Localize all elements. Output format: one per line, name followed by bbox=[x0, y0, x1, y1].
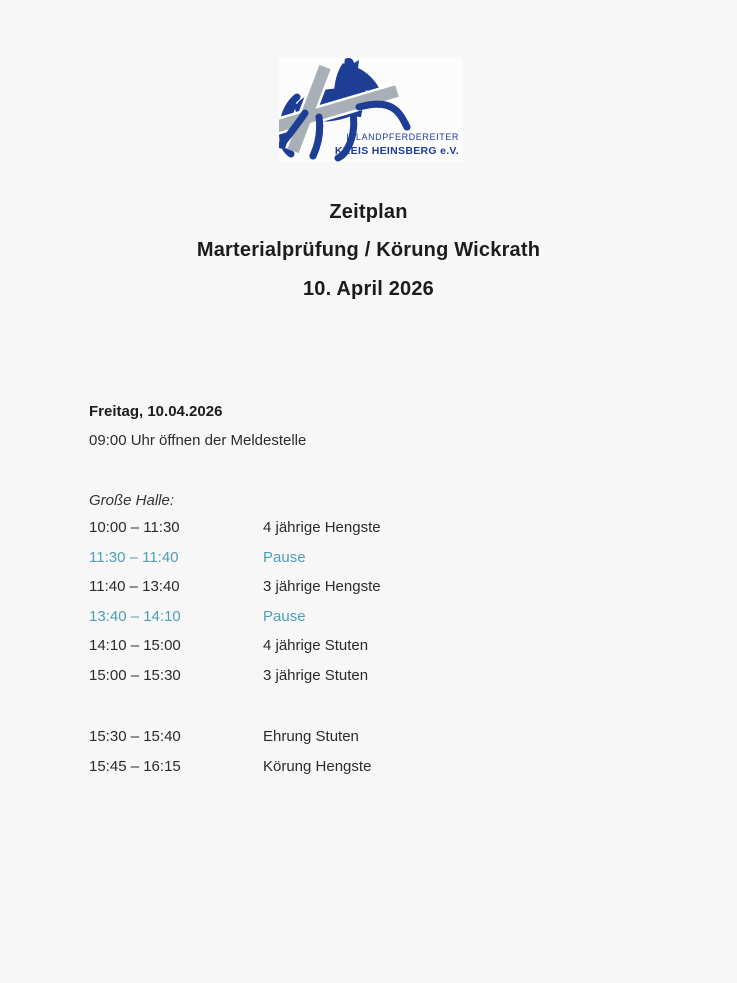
document-subtitle: Marterialprüfung / Körung Wickrath bbox=[196, 239, 541, 261]
logo-org-subname: KREIS HEINSBERG e.V. bbox=[334, 145, 459, 157]
schedule-time: 15:45 – 16:15 bbox=[89, 757, 181, 775]
schedule-time: 10:00 – 11:30 bbox=[89, 519, 180, 536]
schedule-activity: 4 jährige Stuten bbox=[263, 637, 369, 655]
schedule-activity: 4 jährige Hengste bbox=[263, 519, 381, 536]
schedule-activity: 3 jährige Stuten bbox=[263, 666, 369, 684]
schedule-activity: Körung Hengste bbox=[263, 757, 372, 775]
schedule-activity: Ehrung Stuten bbox=[263, 728, 359, 745]
schedule-activity: 3 jährige Hengste bbox=[263, 578, 381, 596]
logo-org-name: ISLANDPFERDEREITER bbox=[346, 132, 459, 142]
schedule-row-pause bbox=[89, 549, 381, 579]
schedule-time: 11:30 – 11:40 bbox=[89, 548, 179, 566]
schedule-activity: Pause bbox=[263, 607, 306, 625]
schedule-time: 15:30 – 15:40 bbox=[89, 728, 181, 745]
schedule-time: 15:00 – 15:30 bbox=[89, 666, 181, 684]
club-logo bbox=[279, 57, 463, 162]
registration-note: 09:00 Uhr öffnen der Meldestelle bbox=[89, 432, 307, 449]
document-title: Zeitplan bbox=[329, 201, 408, 223]
schedule-row-pause bbox=[89, 608, 381, 638]
schedule-time: 13:40 – 14:10 bbox=[89, 607, 181, 625]
schedule-time: 11:40 – 13:40 bbox=[89, 578, 180, 596]
schedule-row bbox=[89, 667, 381, 697]
hall-section-label: Große Halle: bbox=[89, 492, 175, 509]
schedule-closing-rows bbox=[89, 728, 371, 787]
schedule-row bbox=[89, 637, 381, 667]
schedule-row bbox=[89, 728, 371, 758]
schedule-row bbox=[89, 578, 381, 608]
schedule-row bbox=[89, 519, 381, 549]
document-date: 10. April 2026 bbox=[302, 278, 435, 300]
day-heading: Freitag, 10.04.2026 bbox=[89, 403, 223, 420]
schedule-activity: Pause bbox=[263, 548, 306, 566]
schedule-row bbox=[89, 758, 371, 788]
schedule-time: 14:10 – 15:00 bbox=[89, 637, 181, 655]
schedule-main-rows bbox=[89, 519, 381, 697]
